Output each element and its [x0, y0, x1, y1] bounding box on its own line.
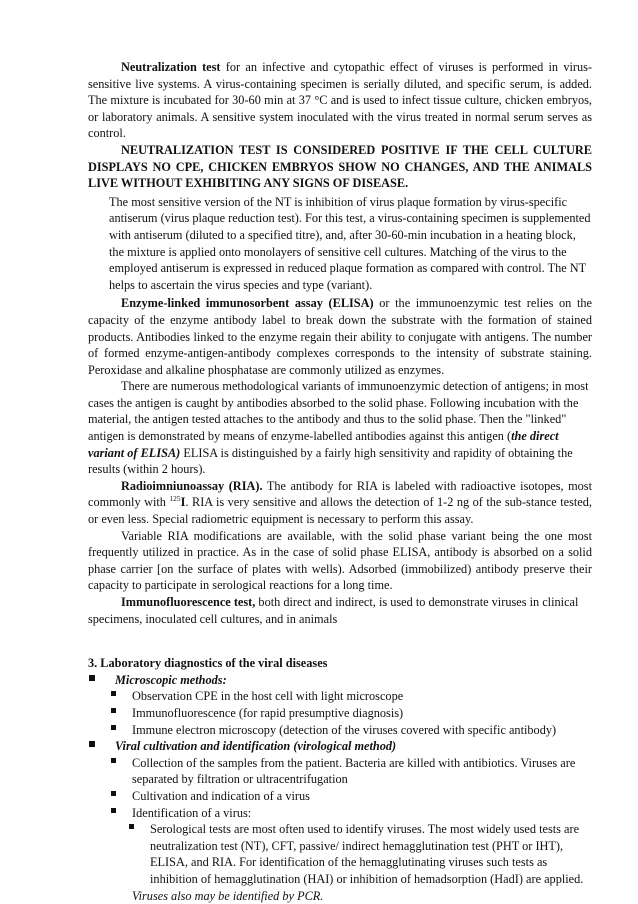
section-heading: 3. Laboratory diagnostics of the viral diseases: [88, 655, 592, 672]
methods-list: [88, 672, 592, 904]
immunofluorescence-term: Immunofluorescence test,: [121, 595, 255, 609]
immunofluorescence-text: both direct and indirect, is used to demonstrate viruses in clinical specimens, inoculated cell cultures, and in animals: [88, 595, 578, 626]
neutralization-term: Neutralization test: [121, 60, 221, 74]
ria-text-1: The antibody for RIA is labeled with radioactive isotopes, most commonly with: [88, 479, 592, 510]
isotope-mass-number: 125: [169, 494, 180, 503]
list-item: Cultivation and indication of a virus: [88, 788, 592, 805]
list-item: Identification of a virus: Serological tests are most often used to identify viruses. The most widely used tests are neutralization test (NT), CFT, passive/ indirect hemagglutination test (PHT or IHT), ELISA, and RIA. For identification of the hemagglutinating viruses such tests as inhibition of hemagglutination (HAI) or inhibition of hemadsorption (HadI) are applied.: [88, 805, 592, 888]
ria-term: Radioimniunoassay (RIA).: [121, 479, 263, 493]
square-bullet-icon: [111, 755, 116, 772]
direct-elisa-term: the direct variant of ELISA): [88, 429, 559, 460]
list-item: Serological tests are most often used to identify viruses. The most widely used tests are neutralization test (NT), CFT, passive/ indirect hemagglutination test (PHT or IHT), ELISA, and RIA. For identification of the hemagglutinating viruses such tests as inhibition of hemagglutination (HAI) or inhibition of hemadsorption (HadI) are applied.: [88, 821, 592, 887]
list-item: Observation CPE in the host cell with light microscope: [88, 688, 592, 705]
immunofluorescence-paragraph: [88, 594, 592, 627]
ria-variants-paragraph: Variable RIA modifications are available, with the solid phase variant being the one most frequently utilized in practice. As in the case of solid phase ELISA, antibody is absorbed on a solid phase carrier [on the surface of plates with wells). Adsorbed (immobilized) antibody preserve their capacity to participate in serological reactions for a long time.: [88, 528, 592, 594]
square-bullet-icon: [111, 722, 116, 739]
list-item: Collection of the samples from the patient. Bacteria are killed with antibiotics. Viruses are separated by filtration or ultracentrifugation: [88, 755, 592, 788]
elisa-text: or the immunoenzymic test relies on the capacity of the enzyme antibody label to break down the substrate with the formation of stained products. Antibodies linked to the enzyme regain their ability to conjugate with antigens. The number of formed enzyme-antigen-antibody complexes corresponds to the intensity of substrate staining. Peroxidase and alkaline phosphatase are commonly utilized as enzymes.: [88, 296, 592, 376]
elisa-variants-tail: ELISA is distinguished by a fairly high sensitivity and rapidity of obtaining the results (within 2 hours).: [88, 446, 573, 477]
document-page: [88, 59, 592, 904]
viral-cultivation-label: Viral cultivation and identification (virological method): [115, 739, 396, 753]
square-bullet-icon: [129, 821, 134, 838]
list-item: Immune electron microscopy (detection of the viruses covered with specific antibody): [88, 722, 592, 739]
isotope-symbol: I: [181, 495, 186, 509]
square-bullet-icon: [111, 688, 116, 705]
square-bullet-icon: [111, 788, 116, 805]
elisa-paragraph: [88, 295, 592, 378]
ria-text-2: . RIA is very sensitive and allows the detection of 1-2 ng of the sub-stance tested, or even less. Special radiometric equipment is necessary to perform this assay.: [88, 495, 592, 526]
elisa-variants-text: There are numerous methodological variants of immunoenzymic detection of antigens; in most cases the antigen is caught by antibodies absorbed to the solid phase. Following incubation with the material, the antigen tested attaches to the antibody and thus to the solid phase. Then the "linked" antigen is demonstrated by means of enzyme-labelled antibodies against this antigen (: [88, 379, 589, 443]
square-bullet-icon: [111, 705, 116, 722]
viral-cultivation-item: [88, 738, 592, 904]
ria-paragraph: [88, 478, 592, 528]
neutralization-paragraph: [88, 59, 592, 142]
microscopic-methods-label: Microscopic methods:: [115, 673, 227, 687]
pcr-note: Viruses also may be identified by PCR.: [88, 888, 592, 904]
square-bullet-icon: [89, 738, 95, 755]
neutralization-positive-criteria: NEUTRALIZATION TEST IS CONSIDERED POSITIVE IF THE CELL CULTURE DISPLAYS NO CPE, CHICKEN EMBRYOS SHOW NO CHANGES, AND THE ANIMALS LIVE WITHOUT EXHIBITING ANY SIGNS OF DISEASE.: [88, 142, 592, 192]
plaque-reduction-paragraph: The most sensitive version of the NT is inhibition of virus plaque formation by virus-specific antiserum (virus plaque reduction test). For this test, a virus-containing specimen is supplemented with antiserum (diluted to a specified titre), and, after 30-60-min incubation in a heating block, the mixture is applied onto monolayers of sensitive cell cultures. Matching of the virus to the employed antiserum is expressed in reduced plaque formation as compared with control. The NT helps to ascertain the virus species and type (variant).: [103, 194, 592, 294]
elisa-term: Enzyme-linked immunosorbent assay (ELISA): [121, 296, 374, 310]
elisa-variants-paragraph: [88, 378, 592, 478]
square-bullet-icon: [89, 672, 95, 689]
square-bullet-icon: [111, 805, 116, 822]
neutralization-text: for an infective and cytopathic effect of viruses is performed in virus-sensitive live systems. A virus-containing specimen is serially diluted, and specific serum, is added. The mixture is incubated for 30-60 min at 37 °C and is used to infect tissue culture, chicken embryos, or laboratory animals. A sensitive system inoculated with the virus treated in normal serum serves as control.: [88, 60, 592, 140]
list-item: Immunofluorescence (for rapid presumptive diagnosis): [88, 705, 592, 722]
microscopic-methods-item: [88, 672, 592, 738]
